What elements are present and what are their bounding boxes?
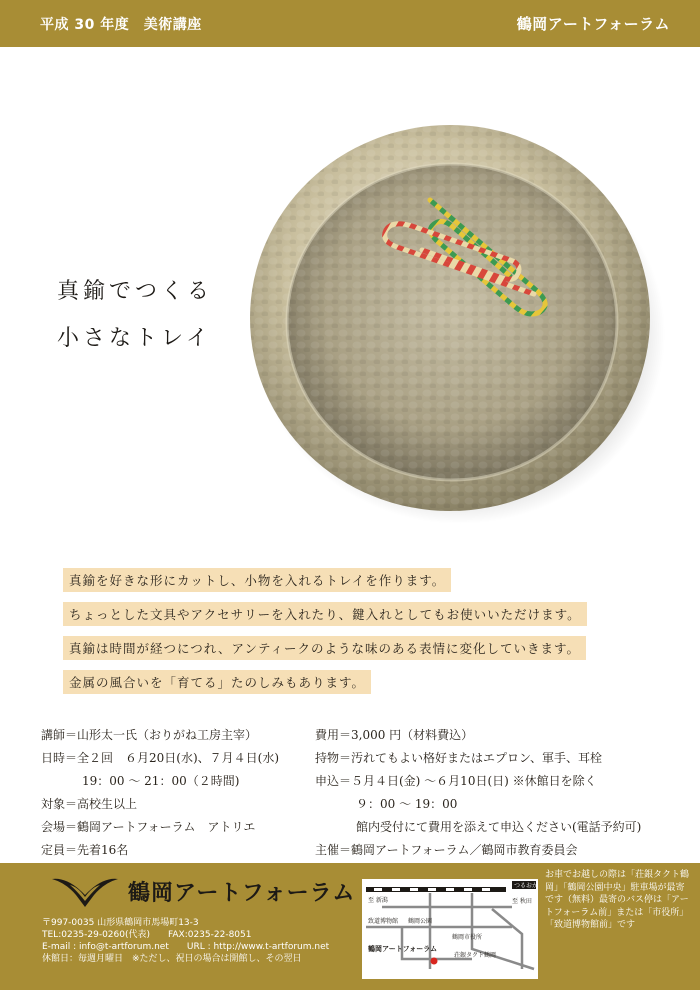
detail-organizer: 主催＝鶴岡アートフォーラム／鶴岡市教育委員会 [315,843,578,857]
contact-info [42,917,329,965]
map-label-takuto: 荘銀タクト鶴岡 [454,952,497,959]
email[interactable]: E-mail : info@t-artforum.net [42,942,169,952]
map-label-city-hall: 鶴岡市役所 [452,934,483,941]
description-line: ちょっとした文具やアクセサリーを入れたり、鍵入れとしてもお使いいただけます。 [63,602,587,626]
contact-web-row [42,941,329,953]
map-label-forum: 鶴岡アートフォーラム [368,945,438,953]
detail-target: 対象＝高校生以上 [41,797,138,811]
map-label-station: つるおか [514,882,538,890]
event-title [57,268,213,362]
brass-tray-photo [240,112,670,530]
access-note: お車でお越しの際は「荘銀タクト鶴岡」「鶴岡公園中央」駐車場が最寄です（無料）最寄のバス停は「アートフォーラム前」または「市役所」「致道博物館前」です [545,870,690,930]
map-location-marker [431,958,438,965]
detail-capacity: 定員＝先着16名 [41,843,129,857]
detail-instructor: 講師＝山形太一氏（おりがね工房主宰） [41,728,258,742]
event-details-right [315,724,685,862]
detail-fee: 費用＝3,000 円（材料費込） [315,728,474,742]
description-line: 金属の風合いを「育てる」たのしみもあります。 [63,670,371,694]
crane-logo-icon [50,873,120,909]
detail-venue: 会場＝鶴岡アートフォーラム アトリエ [41,820,256,834]
website-url[interactable]: URL : http://www.t-artforum.net [186,942,330,952]
header-course-label: 平成 30 年度 美術講座 [40,17,202,33]
detail-dates: 日時＝全２回 ６月20日(水)、７月４日(水) [41,751,279,765]
title-line-2: 小さなトレイ [57,326,212,351]
description-line: 真鍮を好きな形にカットし、小物を入れるトレイを作ります。 [63,568,451,592]
map-label-niigata: 至 新潟 [368,897,388,904]
detail-application-period: 申込＝５月４日(金) ～６月10日(日) ※休館日を除く [315,774,597,788]
detail-application-hours: ９：00 ～ 19：00 [356,797,458,811]
access-map [362,879,538,979]
closed-days: 休館日：毎週月曜日 ※ただし、祝日の場合は開館し、その翌日 [42,954,302,964]
event-details-left [41,724,311,862]
detail-application-method: 館内受付にて費用を添えて申込ください(電話予約可) [356,820,642,834]
contact-phone-row [42,929,329,941]
header-venue-name: 鶴岡アートフォーラム [516,15,670,33]
detail-time: 19：00 ～ 21：00（２時間) [82,774,240,788]
fax: FAX:0235-22-8051 [168,930,252,940]
footer-band [0,863,700,990]
description [63,568,587,704]
header-band [0,0,700,47]
map-label-akita: 至 秋田 [512,898,532,905]
detail-belongings: 持物＝汚れてもよい格好またはエプロン、軍手、耳栓 [315,751,603,765]
address: 〒997-0035 山形県鶴岡市馬場町13-3 [42,918,199,928]
tel: TEL:0235-29-0260(代表) [42,930,151,940]
footer-logo-text: 鶴岡アートフォーラム [128,881,356,906]
map-label-museum: 致道博物館 [368,918,399,925]
map-label-park: 鶴岡公園 [408,918,433,925]
title-line-1: 真鍮でつくる [57,279,214,304]
description-line: 真鍮は時間が経つにつれ、アンティークのような味のある表情に変化していきます。 [63,636,586,660]
